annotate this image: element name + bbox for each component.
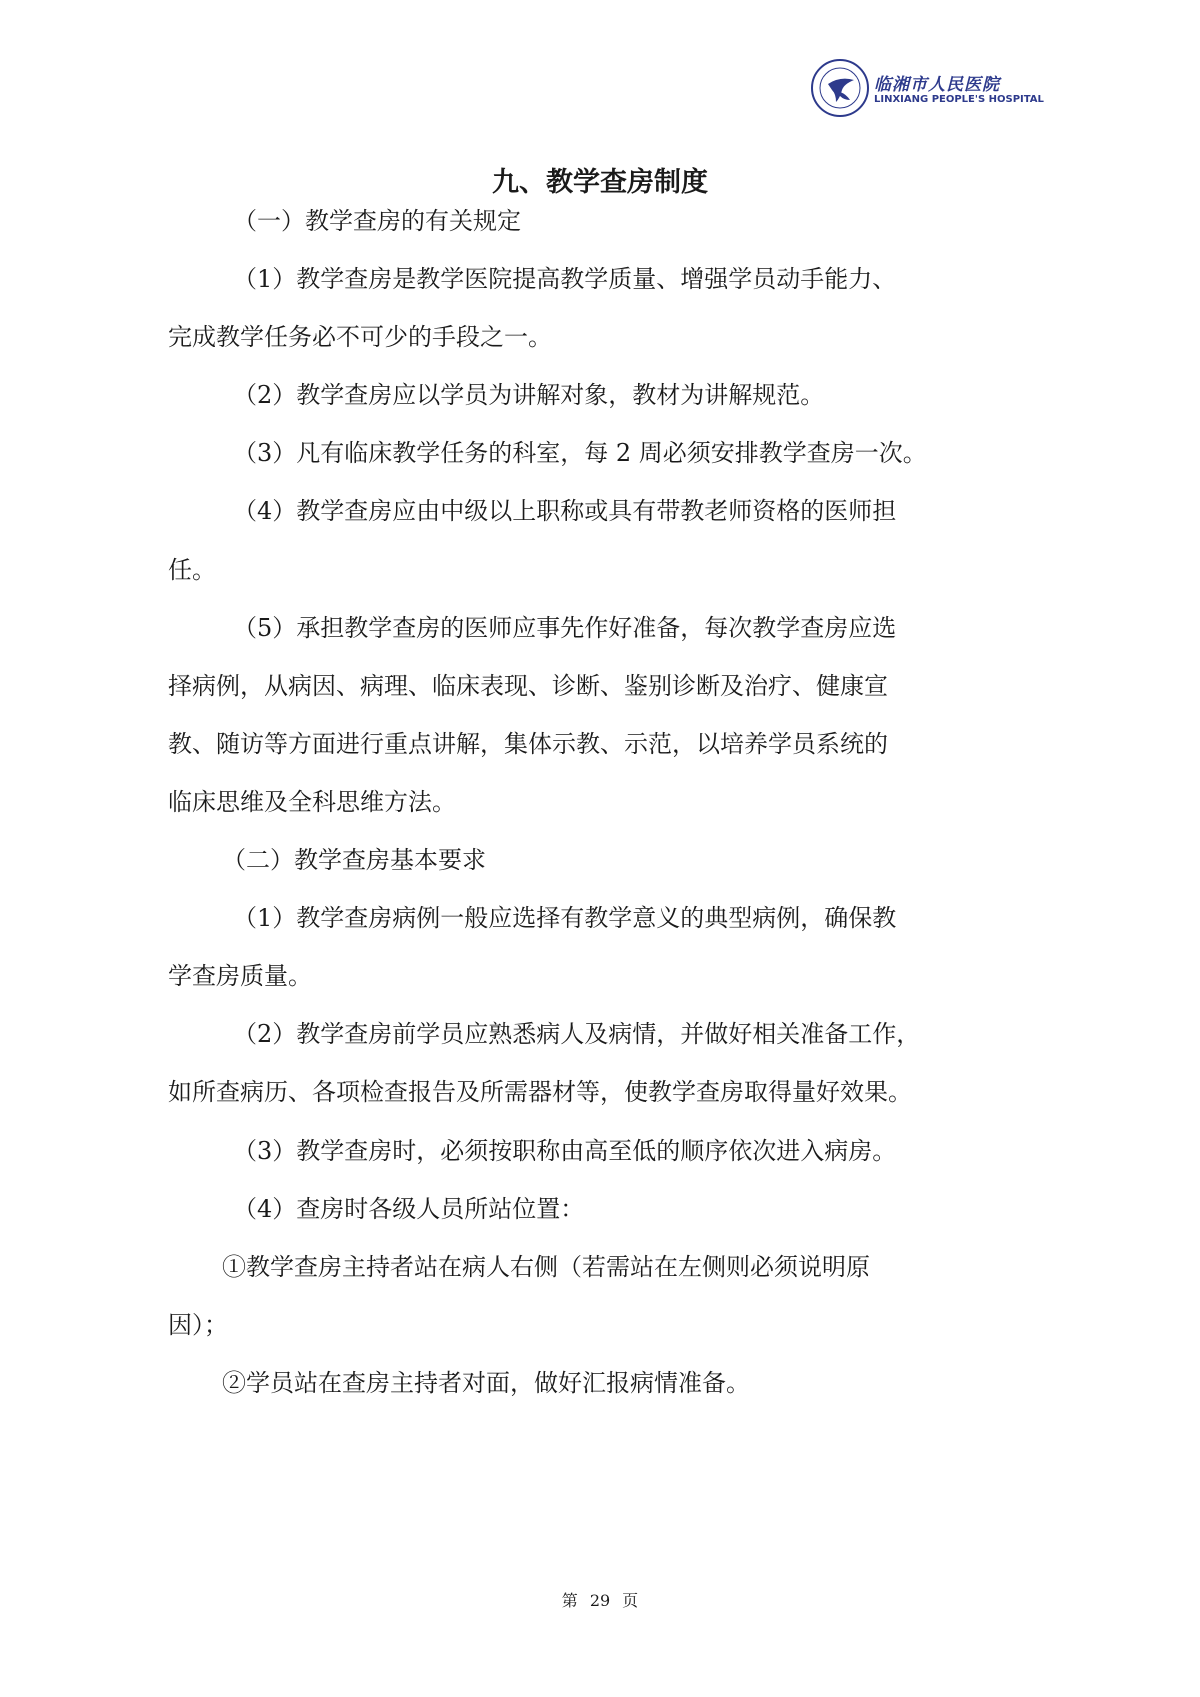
- paragraph-line: （3）教学查房时，必须按职称由高至低的顺序依次进入病房。: [233, 1137, 897, 1165]
- page-number-prefix: 第: [561, 1591, 578, 1610]
- paragraph-line: 因）；: [168, 1311, 228, 1339]
- paragraph-line: 学查房质量。: [168, 962, 312, 990]
- paragraph-line: 临床思维及全科思维方法。: [168, 788, 456, 816]
- hospital-name: 临湘市人民医院: [874, 75, 1000, 95]
- paragraph-line: 完成教学任务必不可少的手段之一。: [168, 323, 552, 351]
- paragraph-line: 教、随访等方面进行重点讲解，集体示教、示范，以培养学员系统的: [168, 730, 888, 758]
- paragraph-line: 如所查病历、各项检查报告及所需器材等，使教学查房取得量好效果。: [168, 1078, 912, 1106]
- paragraph-line: （1）教学查房病例一般应选择有教学意义的典型病例，确保教: [233, 904, 897, 932]
- paragraph-line: （3）凡有临床教学任务的科室，每 2 周必须安排教学查房一次。: [233, 439, 927, 467]
- paragraph-line: 任。: [168, 556, 216, 584]
- section-heading: （二）教学查房基本要求: [222, 846, 486, 874]
- section-heading: （一）教学查房的有关规定: [233, 207, 521, 235]
- paragraph-line: ①教学查房主持者站在病人右侧（若需站在左侧则必须说明原: [222, 1253, 870, 1281]
- page-number: 29: [589, 1591, 611, 1610]
- page-title: 九、教学查房制度: [492, 167, 708, 198]
- paragraph-line: 择病例，从病因、病理、临床表现、诊断、鉴别诊断及治疗、健康宣: [168, 672, 888, 700]
- paragraph-line: （2）教学查房前学员应熟悉病人及病情，并做好相关准备工作，: [233, 1020, 921, 1048]
- paragraph-line: （5）承担教学查房的医师应事先作好准备，每次教学查房应选: [233, 614, 897, 642]
- hospital-name-en: LINXIANG PEOPLE'S HOSPITAL: [874, 94, 1044, 105]
- paragraph-line: （1）教学查房是教学医院提高教学质量、增强学员动手能力、: [233, 265, 897, 293]
- page-footer: [0, 1588, 1200, 1611]
- paragraph-line: （4）教学查房应由中级以上职称或具有带教老师资格的医师担: [233, 497, 897, 525]
- hospital-logo: [810, 58, 1050, 124]
- paragraph-line: （4）查房时各级人员所站位置：: [233, 1195, 585, 1223]
- page-number-suffix: 页: [622, 1591, 639, 1610]
- paragraph-line: （2）教学查房应以学员为讲解对象，教材为讲解规范。: [233, 381, 825, 409]
- paragraph-line: ②学员站在查房主持者对面，做好汇报病情准备。: [222, 1369, 750, 1397]
- hospital-emblem-icon: [810, 58, 870, 118]
